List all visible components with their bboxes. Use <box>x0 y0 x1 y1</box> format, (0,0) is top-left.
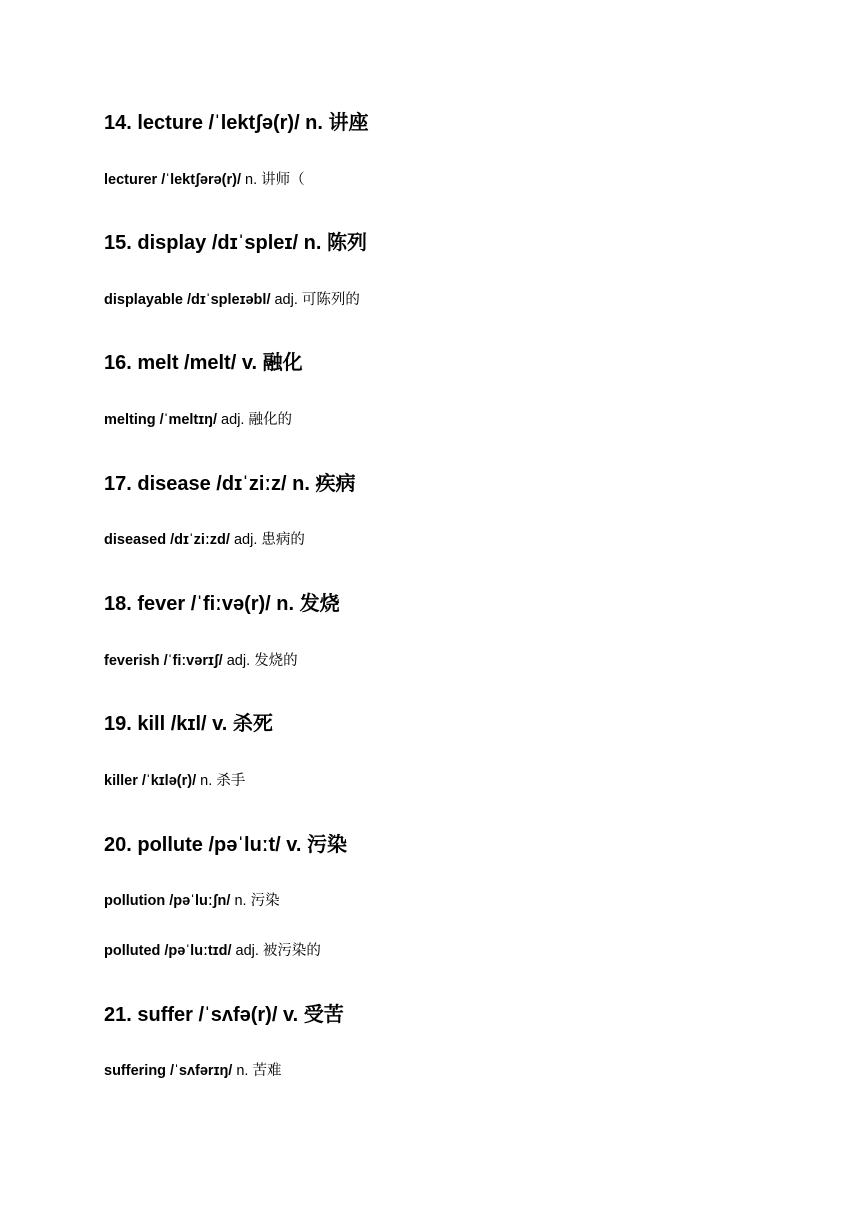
derivative-word: displayable /dɪˈspleɪəbl/ <box>104 292 271 308</box>
derivative-word: melting /ˈmeltɪŋ/ <box>104 412 218 428</box>
vocab-headword-14: 14. lecture /ˈlektʃə(r)/ n. 讲座 <box>104 112 369 134</box>
vocab-headword-20: 20. pollute /pəˈluːt/ v. 污染 <box>104 834 347 856</box>
vocab-derivative-displayable <box>104 290 820 310</box>
vocab-headword-19: 19. kill /kɪl/ v. 杀死 <box>104 713 273 735</box>
vocab-derivative-feverish <box>104 651 820 671</box>
vocab-derivative-diseased <box>104 530 820 550</box>
derivative-word: diseased /dɪˈziːzd/ <box>104 532 230 548</box>
derivative-gloss: adj. 被污染的 <box>231 943 321 959</box>
derivative-gloss: adj. 可陈列的 <box>270 292 360 308</box>
vocab-derivative-suffering <box>104 1061 820 1081</box>
derivative-gloss: adj. 融化的 <box>217 412 292 428</box>
derivative-word: lecturer /ˈlektʃərə(r)/ <box>104 172 241 188</box>
derivative-word: polluted /pəˈluːtɪd/ <box>104 943 232 959</box>
vocab-derivative-melting <box>104 410 820 430</box>
derivative-word: feverish /ˈfiːvərɪʃ/ <box>104 653 223 669</box>
derivative-gloss: adj. 发烧的 <box>222 653 298 669</box>
derivative-gloss: adj. 患病的 <box>229 532 305 548</box>
vocab-headword-18: 18. fever /ˈfiːvə(r)/ n. 发烧 <box>104 593 340 615</box>
vocab-headword-17: 17. disease /dɪˈziːz/ n. 疾病 <box>104 473 356 495</box>
derivative-word: killer /ˈkɪlə(r)/ <box>104 773 197 789</box>
vocab-headword-15: 15. display /dɪˈspleɪ/ n. 陈列 <box>104 232 367 254</box>
vocab-derivative-killer <box>104 771 820 791</box>
derivative-gloss: n. 杀手 <box>196 773 246 789</box>
derivative-word: pollution /pəˈluːʃn/ <box>104 893 231 909</box>
vocab-derivative-lecturer <box>104 170 820 190</box>
vocab-derivative-pollution <box>104 891 820 911</box>
derivative-word: suffering /ˈsʌfərɪŋ/ <box>104 1063 233 1079</box>
vocab-headword-16: 16. melt /melt/ v. 融化 <box>104 352 303 374</box>
vocab-headword-21: 21. suffer /ˈsʌfə(r)/ v. 受苦 <box>104 1004 344 1026</box>
derivative-gloss: n. 讲师（ <box>241 172 305 188</box>
derivative-gloss: n. 苦难 <box>232 1063 282 1079</box>
vocab-derivative-polluted <box>104 941 820 961</box>
derivative-gloss: n. 污染 <box>230 893 280 909</box>
